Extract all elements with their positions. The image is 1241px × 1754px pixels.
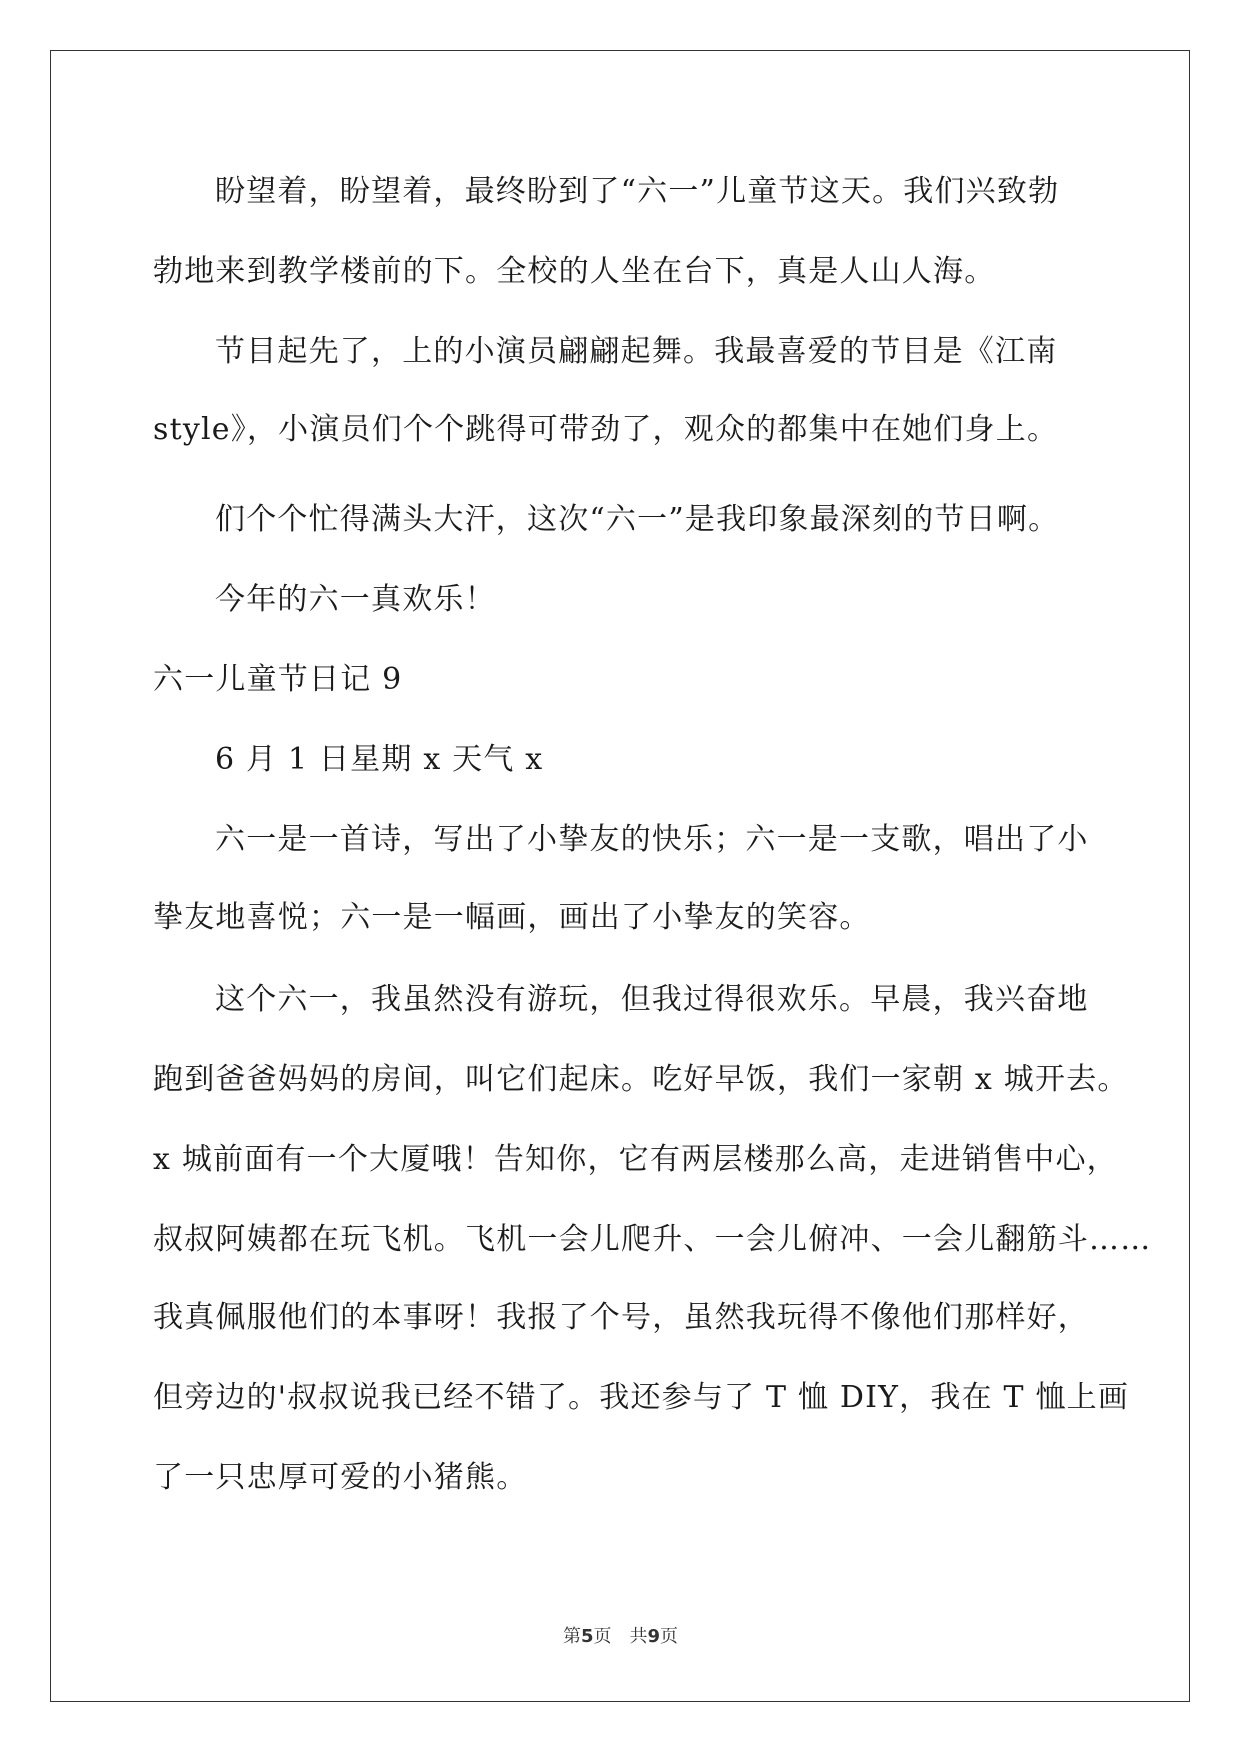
paragraph-line: 叔叔阿姨都在玩飞机。飞机一会儿爬升、一会儿俯冲、一会儿翻筋斗…… [153, 1222, 1152, 1257]
page-current-number: 5 [580, 1626, 594, 1647]
paragraph-line: 今年的六一真欢乐！ [215, 582, 496, 617]
page-prefix: 第 [562, 1626, 581, 1647]
date-weather-line: 6 月 1 日星期 x 天气 x [215, 742, 544, 777]
paragraph-line: 我真佩服他们的本事呀！我报了个号，虽然我玩得不像他们那样好， [153, 1300, 1089, 1335]
paragraph-line: x 城前面有一个大厦哦！告知你，它有两层楼那么高，走进销售中心， [153, 1142, 1118, 1177]
page-border [50, 50, 1190, 1702]
paragraph-line: style》，小演员们个个跳得可带劲了，观众的都集中在她们身上。 [153, 412, 1059, 447]
paragraph-line: 们个个忙得满头大汗，这次“六一”是我印象最深刻的节日啊。 [215, 502, 1060, 537]
paragraph-line: 盼望着，盼望着，最终盼到了“六一”儿童节这天。我们兴致勃 [215, 174, 1060, 209]
paragraph-line: 这个六一，我虽然没有游玩，但我过得很欢乐。早晨，我兴奋地 [215, 982, 1089, 1017]
paragraph-line: 挚友地喜悦；六一是一幅画，画出了小挚友的笑容。 [153, 900, 871, 935]
page-suffix: 页 [593, 1626, 612, 1647]
paragraph-line: 了一只忠厚可爱的小猪熊。 [153, 1460, 528, 1495]
paragraph-line: 勃地来到教学楼前的下。全校的人坐在台下，真是人山人海。 [153, 254, 996, 289]
total-suffix: 页 [660, 1626, 679, 1647]
paragraph-line: 但旁边的'叔叔说我已经不错了。我还参与了 T 恤 DIY，我在 T 恤上画 [153, 1380, 1130, 1415]
paragraph-line: 节目起先了，上的小演员翩翩起舞。我最喜爱的节目是《江南 [215, 334, 1058, 369]
page-footer [0, 1625, 1241, 1649]
section-heading: 六一儿童节日记 9 [153, 662, 403, 697]
paragraph-line: 六一是一首诗，写出了小挚友的快乐；六一是一支歌，唱出了小 [215, 822, 1089, 857]
page-total-number: 9 [647, 1626, 661, 1647]
total-prefix: 共 [629, 1626, 648, 1647]
paragraph-line: 跑到爸爸妈妈的房间，叫它们起床。吃好早饭，我们一家朝 x 城开去。 [153, 1062, 1129, 1097]
